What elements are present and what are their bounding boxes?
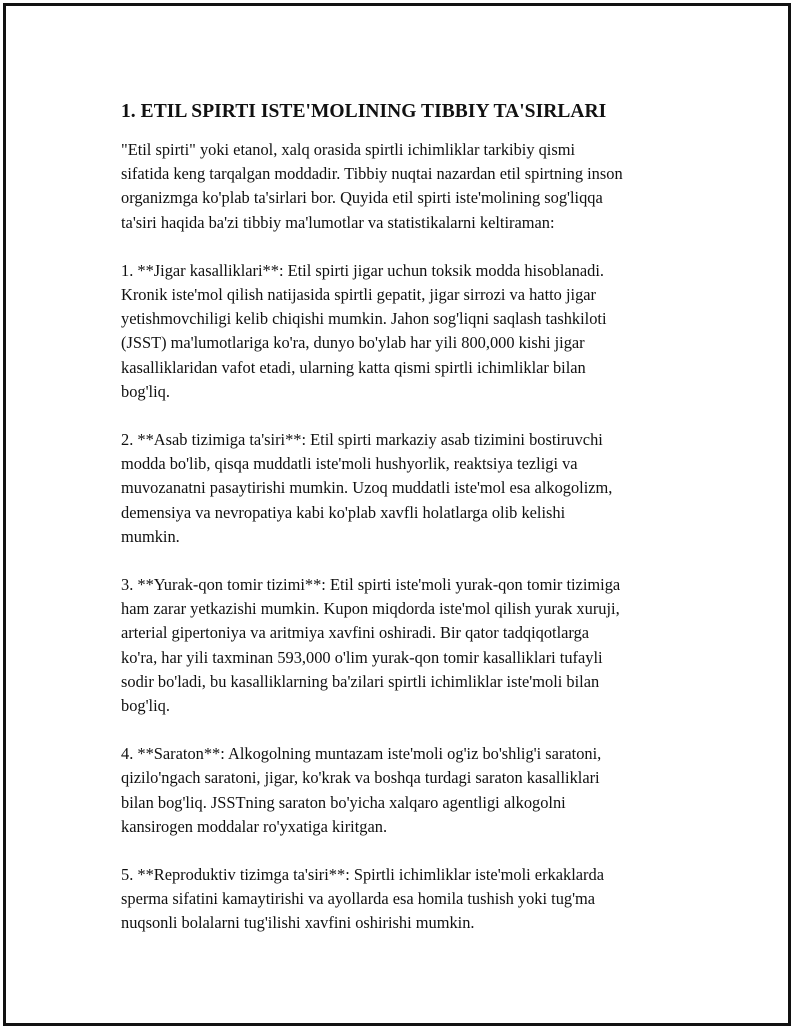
text-line: kansirogen moddalar ro'yxatiga kiritgan. <box>121 816 388 836</box>
paragraph <box>121 863 701 936</box>
text-line: sodir bo'ladi, bu kasalliklarning ba'zilari spirtli ichimliklar iste'moli bilan <box>121 671 600 691</box>
text-line: bog'liq. <box>121 696 170 716</box>
text-line: demensiya va nevropatiya kabi ko'plab xavfli holatlarga olib kelishi <box>121 502 566 522</box>
text-line: 2. **Asab tizimiga ta'siri**: Etil spirti markaziy asab tizimini bostiruvchi <box>121 430 603 450</box>
text-line: "Etil spirti" yoki etanol, xalq orasida spirtli ichimliklar tarkibiy qismi <box>121 140 576 159</box>
text-line: sifatida keng tarqalgan moddadir. Tibbiy nuqtai nazardan etil spirtning inson <box>121 164 623 184</box>
text-line: organizmga ko'plab ta'sirlari bor. Quyida etil spirti iste'molining sog'liqqa <box>121 188 603 208</box>
text-line: Kronik iste'mol qilish natijasida spirtli gepatit, jigar sirrozi va hatto jigar <box>121 285 597 305</box>
document-page <box>3 3 791 1026</box>
paragraph <box>121 428 701 549</box>
text-line: sperma sifatini kamaytirishi va ayollarda esa homila tushish yoki tug'ma <box>121 889 596 909</box>
text-line: bilan bog'liq. JSSTning saraton bo'yicha xalqaro agentligi alkogolni <box>121 792 566 812</box>
text-line: arterial gipertoniya va aritmiya xavfini oshiradi. Bir qator tadqiqotlarga <box>121 623 590 643</box>
text-line: yetishmovchiligi kelib chiqishi mumkin. Jahon sog'liqni saqlash tashkiloti <box>121 309 607 329</box>
text-line: ko'ra, har yili taxminan 593,000 o'lim yurak-qon tomir kasalliklari tufayli <box>121 647 603 667</box>
text-line: 3. **Yurak-qon tomir tizimi**: Etil spirti iste'moli yurak-qon tomir tizimiga <box>121 575 621 595</box>
text-line: bog'liq. <box>121 381 170 401</box>
text-line: (JSST) ma'lumotlariga ko'ra, dunyo bo'ylab har yili 800,000 kishi jigar <box>121 333 585 353</box>
text-line: mumkin. <box>121 526 180 546</box>
text-line: nuqsonli bolalarni tug'ilishi xavfini oshirishi mumkin. <box>121 913 475 933</box>
text-line: 4. **Saraton**: Alkogolning muntazam iste'moli og'iz bo'shlig'i saratoni, <box>121 744 602 764</box>
text-line: ham zarar yetkazishi mumkin. Kupon miqdorda iste'mol qilish yurak xuruji, <box>121 599 620 619</box>
text-line: kasalliklaridan vafot etadi, ularning katta qismi spirtli ichimliklar bilan <box>121 357 586 377</box>
text-line: 5. **Reproduktiv tizimga ta'siri**: Spirtli ichimliklar iste'moli erkaklarda <box>121 865 604 885</box>
text-line: muvozanatni pasaytirishi mumkin. Uzoq muddatli iste'mol esa alkogolizm, <box>121 478 613 498</box>
text-line: modda bo'lib, qisqa muddatli iste'moli hushyorlik, reaktsiya tezligi va <box>121 454 578 474</box>
paragraph-list <box>121 138 701 936</box>
text-line: qizilo'ngach saratoni, jigar, ko'krak va boshqa turdagi saraton kasalliklari <box>121 768 600 788</box>
text-line: 1. **Jigar kasalliklari**: Etil spirti jigar uchun toksik modda hisoblanadi. <box>121 260 604 280</box>
paragraph <box>121 573 701 718</box>
document-title: 1. ETIL SPIRTI ISTE'MOLINING TIBBIY TA'SIRLARI <box>121 101 607 122</box>
paragraph <box>121 742 701 839</box>
paragraph <box>121 138 701 235</box>
text-line: ta'siri haqida ba'zi tibbiy ma'lumotlar va statistikalarni keltiraman: <box>121 212 555 232</box>
paragraph <box>121 259 701 404</box>
document-body <box>121 99 701 960</box>
